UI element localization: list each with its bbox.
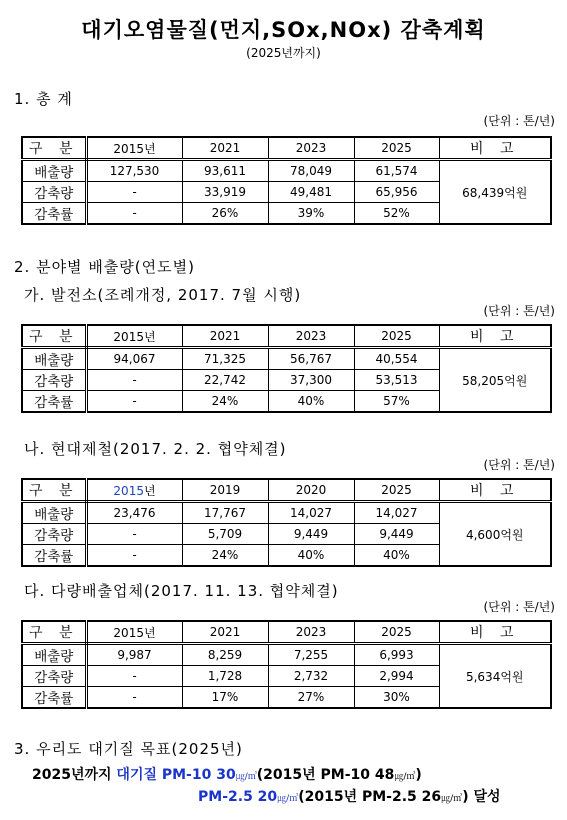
row-label: 배출량	[22, 160, 86, 182]
table-header-row	[22, 137, 551, 160]
header-cell: 비 고	[439, 137, 551, 160]
table-cell: 7,255	[268, 644, 354, 666]
table-cell: 22,742	[182, 370, 268, 391]
table-cell: -	[86, 203, 182, 225]
row-label: 배출량	[22, 348, 86, 370]
table-cell: 40%	[268, 545, 354, 567]
table-cell: -	[86, 524, 182, 545]
header-cell: 2025	[354, 479, 439, 502]
header-cell: 2023	[268, 325, 354, 348]
row-label: 배출량	[22, 502, 86, 524]
header-cell: 2015년	[86, 325, 182, 348]
row-label: 감축량	[22, 370, 86, 391]
table-cell: 23,476	[86, 502, 182, 524]
table-cell: 37,300	[268, 370, 354, 391]
goal-line-1	[32, 764, 422, 784]
unit-text: ㎍/㎥	[235, 772, 257, 782]
table-cell: 14,027	[268, 502, 354, 524]
year-suffix: 년	[143, 483, 156, 498]
section2a-table	[21, 324, 552, 413]
table-cell: 65,956	[354, 182, 439, 203]
note-cell: 58,205억원	[439, 348, 551, 413]
table-cell: 57%	[354, 391, 439, 413]
header-cell: 구 분	[22, 325, 86, 348]
goal-line-2	[198, 786, 501, 806]
row-label: 감축률	[22, 687, 86, 709]
goal-text: 2025년까지	[32, 767, 117, 783]
goal-close: )	[415, 767, 422, 783]
table-cell: 94,067	[86, 348, 182, 370]
table-cell: 14,027	[354, 502, 439, 524]
section1-unit: (단위 : 톤/년)	[483, 114, 555, 128]
header-cell: 2025	[354, 325, 439, 348]
table-cell: 26%	[182, 203, 268, 225]
section2c-unit: (단위 : 톤/년)	[483, 600, 555, 614]
highlighted-year: 2015	[113, 483, 144, 498]
table-cell: 6,993	[354, 644, 439, 666]
row-label: 감축률	[22, 545, 86, 567]
row-label: 감축량	[22, 666, 86, 687]
table-cell: 93,611	[182, 160, 268, 182]
section2b-heading: 나. 현대제철(2017. 2. 2. 협약체결)	[24, 440, 287, 458]
table-cell: 17,767	[182, 502, 268, 524]
section2-heading: 2. 분야별 배출량(연도별)	[14, 258, 195, 276]
header-cell: 구 분	[22, 621, 86, 644]
section2b-unit: (단위 : 톤/년)	[483, 458, 555, 472]
table-cell: 30%	[354, 687, 439, 709]
row-label: 감축량	[22, 182, 86, 203]
table-cell: 39%	[268, 203, 354, 225]
header-cell: 2025	[354, 621, 439, 644]
header-cell: 2023	[268, 621, 354, 644]
goal-target: 대기질 PM-10 30	[116, 767, 236, 783]
section2b-table	[21, 478, 552, 567]
header-cell: 2021	[182, 325, 268, 348]
table-cell: 8,259	[182, 644, 268, 666]
table-cell: 9,449	[354, 524, 439, 545]
row-label: 감축량	[22, 524, 86, 545]
table-cell: -	[86, 545, 182, 567]
header-cell: 2025	[354, 137, 439, 160]
table-cell: 9,987	[86, 644, 182, 666]
unit-text: ㎍/㎥	[277, 794, 299, 804]
table-cell: 56,767	[268, 348, 354, 370]
table-row	[22, 644, 551, 666]
header-cell: 2021	[182, 137, 268, 160]
header-cell: 2023	[268, 137, 354, 160]
table-cell: 9,449	[268, 524, 354, 545]
table-cell: 127,530	[86, 160, 182, 182]
table-cell: 40%	[354, 545, 439, 567]
section2c-table	[21, 620, 552, 709]
section2a-unit: (단위 : 톤/년)	[483, 304, 555, 318]
table-cell: 78,049	[268, 160, 354, 182]
table-row	[22, 502, 551, 524]
note-cell: 68,439억원	[439, 160, 551, 225]
header-cell: 2020	[268, 479, 354, 502]
page-subtitle: (2025년까지)	[246, 46, 321, 60]
unit-text: ㎍/㎥	[441, 794, 463, 804]
row-label: 배출량	[22, 644, 86, 666]
note-cell: 5,634억원	[439, 644, 551, 709]
table-cell: 52%	[354, 203, 439, 225]
goal-baseline: (2015년 PM-10 48	[256, 767, 395, 783]
table-cell: 2,732	[268, 666, 354, 687]
header-cell: 비 고	[439, 621, 551, 644]
table-cell: 17%	[182, 687, 268, 709]
goal-baseline: (2015년 PM-2.5 26	[298, 789, 442, 805]
section2c-heading: 다. 다량배출업체(2017. 11. 13. 협약체결)	[24, 582, 339, 600]
header-cell: 2021	[182, 621, 268, 644]
goal-target: PM-2.5 20	[198, 789, 278, 805]
header-cell: 2015년	[86, 137, 182, 160]
table-cell: 5,709	[182, 524, 268, 545]
table-header-row	[22, 325, 551, 348]
table-cell: 1,728	[182, 666, 268, 687]
table-cell: 71,325	[182, 348, 268, 370]
table-cell: 40,554	[354, 348, 439, 370]
goal-close: ) 달성	[462, 789, 501, 805]
table-cell: 24%	[182, 545, 268, 567]
table-row	[22, 160, 551, 182]
table-cell: 2,994	[354, 666, 439, 687]
table-cell: -	[86, 182, 182, 203]
table-cell: 40%	[268, 391, 354, 413]
header-cell: 2019	[182, 479, 268, 502]
row-label: 감축률	[22, 391, 86, 413]
table-cell: -	[86, 687, 182, 709]
note-cell: 4,600억원	[439, 502, 551, 567]
section3-heading: 3. 우리도 대기질 목표(2025년)	[14, 740, 243, 758]
table-cell: -	[86, 370, 182, 391]
header-cell: 구 분	[22, 137, 86, 160]
header-cell: 비 고	[439, 479, 551, 502]
row-label: 감축률	[22, 203, 86, 225]
section1-table	[21, 136, 552, 225]
table-header-row	[22, 479, 551, 502]
table-cell: 27%	[268, 687, 354, 709]
header-cell	[86, 479, 182, 502]
table-cell: 24%	[182, 391, 268, 413]
table-row	[22, 348, 551, 370]
header-cell: 비 고	[439, 325, 551, 348]
table-cell: -	[86, 391, 182, 413]
header-cell: 구 분	[22, 479, 86, 502]
table-cell: 61,574	[354, 160, 439, 182]
page-title: 대기오염물질(먼지,SOx,NOx) 감축계획	[81, 18, 486, 42]
table-cell: 53,513	[354, 370, 439, 391]
section1-heading: 1. 총 계	[14, 90, 73, 108]
section2a-heading: 가. 발전소(조례개정, 2017. 7월 시행)	[24, 286, 302, 304]
table-header-row	[22, 621, 551, 644]
unit-text: ㎍/㎥	[394, 772, 416, 782]
table-cell: 49,481	[268, 182, 354, 203]
header-cell: 2015년	[86, 621, 182, 644]
table-cell: -	[86, 666, 182, 687]
table-cell: 33,919	[182, 182, 268, 203]
